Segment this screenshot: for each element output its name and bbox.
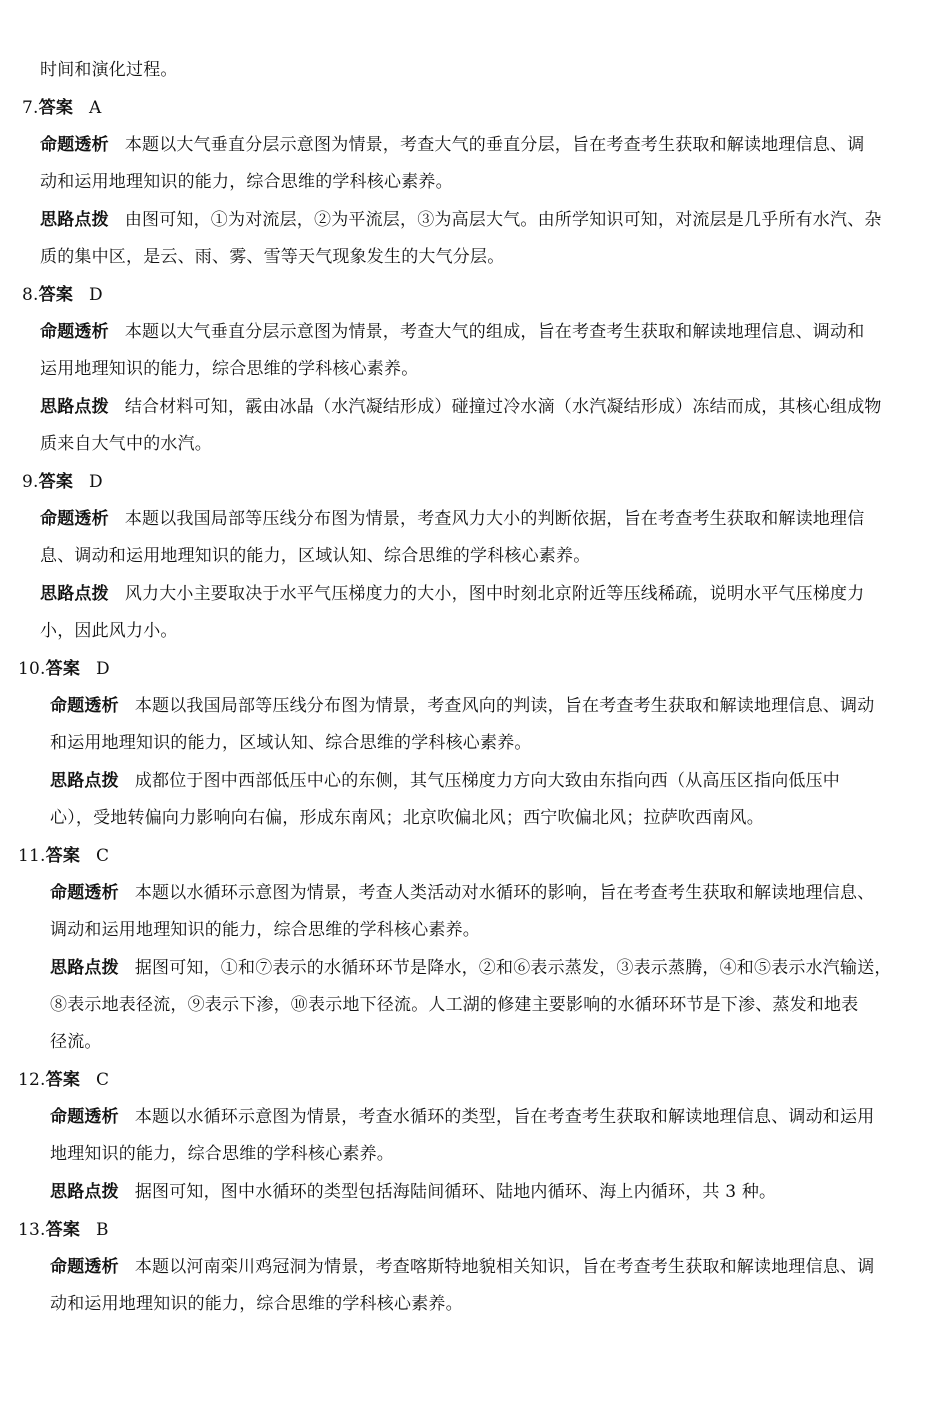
analysis-line-2-q13: 动和运用地理知识的能力，综合思维的学科核心素养。 <box>50 1294 463 1314</box>
analysis-label: 命题透析 <box>40 135 109 155</box>
analysis-line-1-q12 <box>50 1105 874 1129</box>
analysis-text: 本题以我国局部等压线分布图为情景，考查风向的判读，旨在考查考生获取和解读地理信息、调动 <box>134 696 875 716</box>
question-number: 10. <box>18 659 46 679</box>
solution-text: 成都位于图中西部低压中心的东侧，其气压梯度力方向大致由东指向西（从高压区指向低压中 <box>134 771 841 791</box>
question-number: 11. <box>18 846 46 866</box>
solution-label: 思路点拨 <box>50 958 119 978</box>
solution-text: 据图可知，①和⑦表示的水循环环节是降水，②和⑥表示蒸发，③表示蒸腾，④和⑤表示水汽输送， <box>134 958 892 978</box>
solution-line-2-q11: ⑧表示地表径流，⑨表示下渗，⑩表示地下径流。人工湖的修建主要影响的水循环环节是下渗、蒸发和地表 <box>50 995 859 1015</box>
solution-label: 思路点拨 <box>40 584 109 604</box>
answer-value: A <box>89 98 102 118</box>
answer-line-q13 <box>18 1218 109 1242</box>
analysis-label: 命题透析 <box>50 1257 119 1277</box>
solution-label: 思路点拨 <box>40 397 109 417</box>
solution-line-2-q7: 质的集中区，是云、雨、雾、雪等天气现象发生的大气分层。 <box>40 247 505 267</box>
analysis-line-2-q9: 息、调动和运用地理知识的能力，区域认知、综合思维的学科核心素养。 <box>40 546 591 566</box>
analysis-label: 命题透析 <box>50 1107 119 1127</box>
analysis-line-2-q11: 调动和运用地理知识的能力，综合思维的学科核心素养。 <box>50 920 480 940</box>
answer-label: 答案 <box>38 472 74 492</box>
analysis-label: 命题透析 <box>40 509 109 529</box>
answer-label: 答案 <box>38 98 74 118</box>
solution-text: 结合材料可知，霰由冰晶（水汽凝结形成）碰撞过冷水滴（水汽凝结形成）冻结而成，其核心组成物 <box>124 397 882 417</box>
answer-label: 答案 <box>45 846 81 866</box>
analysis-line-1-q7 <box>40 133 864 157</box>
analysis-line-2-q7: 动和运用地理知识的能力，综合思维的学科核心素养。 <box>40 172 453 192</box>
analysis-line-2-q12: 地理知识的能力，综合思维的学科核心素养。 <box>50 1144 394 1164</box>
analysis-line-1-q13 <box>50 1255 874 1279</box>
solution-label: 思路点拨 <box>50 1182 119 1202</box>
answer-value: D <box>89 285 103 305</box>
analysis-line-1-q11 <box>50 881 874 905</box>
solution-line-1-q8 <box>40 395 882 419</box>
answer-value: D <box>89 472 103 492</box>
question-number: 9. <box>22 472 39 492</box>
analysis-text: 本题以水循环示意图为情景，考查水循环的类型，旨在考查考生获取和解读地理信息、调动和运用 <box>134 1107 875 1127</box>
analysis-line-1-q9 <box>40 507 864 531</box>
answer-line-q11 <box>18 844 109 868</box>
answer-line-q10 <box>18 657 110 681</box>
solution-line-1-q11 <box>50 956 892 980</box>
answer-value: C <box>96 1070 110 1090</box>
solution-line-3-q11: 径流。 <box>50 1032 102 1052</box>
analysis-text: 本题以河南栾川鸡冠洞为情景，考查喀斯特地貌相关知识，旨在考查考生获取和解读地理信息、调 <box>134 1257 875 1277</box>
analysis-line-2-q8: 运用地理知识的能力，综合思维的学科核心素养。 <box>40 359 419 379</box>
solution-text: 据图可知，图中水循环的类型包括海陆间循环、陆地内循环、海上内循环，共 3 种。 <box>134 1182 777 1202</box>
solution-line-2-q8: 质来自大气中的水汽。 <box>40 434 212 454</box>
answer-label: 答案 <box>38 285 74 305</box>
analysis-label: 命题透析 <box>50 883 119 903</box>
answer-label: 答案 <box>45 1220 81 1240</box>
question-number: 13. <box>18 1220 46 1240</box>
solution-line-1-q9 <box>40 582 864 606</box>
answer-label: 答案 <box>45 659 81 679</box>
answer-line-q7 <box>22 96 102 120</box>
solution-text: 风力大小主要取决于水平气压梯度力的大小，图中时刻北京附近等压线稀疏，说明水平气压梯度力 <box>124 584 865 604</box>
answer-line-q12 <box>18 1068 109 1092</box>
solution-line-2-q9: 小，因此风力小。 <box>40 621 178 641</box>
analysis-line-1-q8 <box>40 320 864 344</box>
solution-line-1-q7 <box>40 208 882 232</box>
solution-line-1-q12 <box>50 1180 776 1204</box>
intro-text: 时间和演化过程。 <box>40 60 178 80</box>
analysis-text: 本题以大气垂直分层示意图为情景，考查大气的垂直分层，旨在考查考生获取和解读地理信息、调 <box>124 135 865 155</box>
question-number: 8. <box>22 285 39 305</box>
analysis-text: 本题以水循环示意图为情景，考查人类活动对水循环的影响，旨在考查考生获取和解读地理信息、 <box>134 883 875 903</box>
answer-value: C <box>96 846 110 866</box>
solution-line-1-q10 <box>50 769 840 793</box>
solution-text: 由图可知，①为对流层，②为平流层，③为高层大气。由所学知识可知，对流层是几乎所有水汽、杂 <box>124 210 882 230</box>
answer-line-q9 <box>22 470 103 494</box>
answer-value: D <box>96 659 110 679</box>
analysis-line-2-q10: 和运用地理知识的能力，区域认知、综合思维的学科核心素养。 <box>50 733 532 753</box>
analysis-text: 本题以我国局部等压线分布图为情景，考查风力大小的判断依据，旨在考查考生获取和解读地理信 <box>124 509 865 529</box>
analysis-label: 命题透析 <box>50 696 119 716</box>
analysis-line-1-q10 <box>50 694 874 718</box>
answer-line-q8 <box>22 283 103 307</box>
solution-label: 思路点拨 <box>40 210 109 230</box>
answer-label: 答案 <box>45 1070 81 1090</box>
question-number: 12. <box>18 1070 46 1090</box>
analysis-label: 命题透析 <box>40 322 109 342</box>
question-number: 7. <box>22 98 39 118</box>
solution-label: 思路点拨 <box>50 771 119 791</box>
solution-line-2-q10: 心），受地转偏向力影响向右偏，形成东南风；北京吹偏北风；西宁吹偏北风；拉萨吹西南风。 <box>50 808 764 828</box>
analysis-text: 本题以大气垂直分层示意图为情景，考查大气的组成，旨在考查考生获取和解读地理信息、调动和 <box>124 322 865 342</box>
answer-value: B <box>96 1220 109 1240</box>
